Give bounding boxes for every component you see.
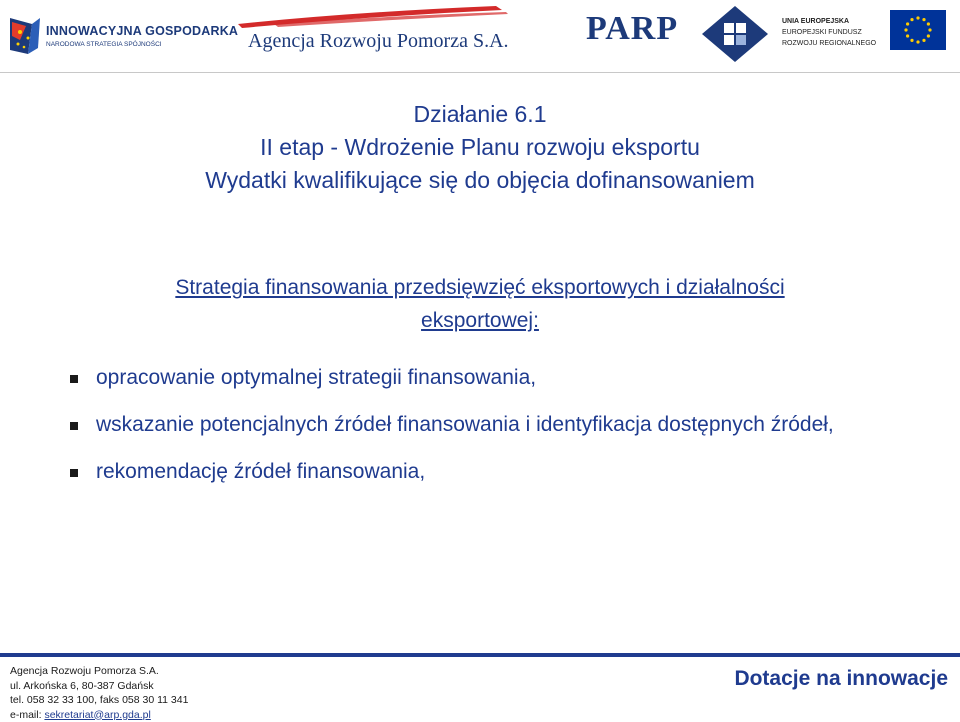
strategy-line-1: Strategia finansowania przedsięwzięć eksportowych i działalności [0, 271, 960, 304]
eu-star [922, 18, 925, 21]
footer-phone: tel. 058 32 33 100, faks 058 30 11 341 [10, 693, 188, 708]
parp-name: PARP [586, 10, 678, 48]
arp-name: Agencja Rozwoju Pomorza S.A. [248, 30, 509, 53]
header [0, 0, 960, 72]
title-line-2: II etap - Wdrożenie Planu rozwoju eksportu [0, 131, 960, 164]
arp-swoosh [234, 4, 534, 30]
eu-line1: UNIA EUROPEJSKA [782, 16, 876, 27]
eu-star [910, 39, 913, 42]
eu-star [922, 39, 925, 42]
eu-star [916, 16, 919, 19]
footer-divider [0, 653, 960, 657]
eu-flag-icon [890, 10, 946, 50]
bullet-item: wskazanie potencjalnych źródeł finansowania i identyfikacja dostępnych źródeł, [62, 410, 942, 439]
eu-star [906, 34, 909, 37]
strategy-heading [0, 271, 960, 337]
bullet-item: opracowanie optymalnej strategii finansowania, [62, 363, 942, 392]
bullet-list [62, 363, 942, 504]
parp-logo [584, 2, 774, 64]
eu-logo [782, 10, 952, 54]
eu-star [916, 40, 919, 43]
footer-email-label: e-mail: [10, 709, 44, 721]
eu-line2: EUROPEJSKI FUNDUSZ [782, 27, 876, 38]
footer-contact [10, 664, 188, 722]
strategy-line-2: eksportowej: [0, 304, 960, 337]
parp-diamond-icon [700, 4, 770, 64]
innowacyjna-gospodarka-name: INNOWACYJNA GOSPODARKA [46, 24, 238, 38]
footer-slogan: Dotacje na innowacje [734, 667, 948, 691]
header-divider [0, 72, 960, 73]
title-line-3: Wydatki kwalifikujące się do objęcia dofinansowaniem [0, 164, 960, 197]
footer-email-link[interactable]: sekretariat@arp.gda.pl [44, 709, 150, 721]
title-line-1: Działanie 6.1 [0, 98, 960, 131]
eu-star [927, 22, 930, 25]
innowacyjna-gospodarka-emblem [8, 14, 42, 56]
eu-star [904, 28, 907, 31]
eu-star [927, 34, 930, 37]
footer-org: Agencja Rozwoju Pomorza S.A. [10, 664, 188, 679]
footer-email-line [10, 708, 188, 722]
eu-line3: ROZWOJU REGIONALNEGO [782, 38, 876, 49]
eu-star [906, 22, 909, 25]
arp-logo [234, 4, 534, 64]
slide-title [0, 98, 960, 197]
eu-text [782, 16, 876, 49]
footer-address: ul. Arkońska 6, 80-387 Gdańsk [10, 679, 188, 694]
bullet-item: rekomendację źródeł finansowania, [62, 457, 942, 486]
innowacyjna-gospodarka-subtitle: NARODOWA STRATEGIA SPÓJNOŚCI [46, 41, 162, 48]
eu-star [910, 18, 913, 21]
innowacyjna-gospodarka-logo [8, 14, 230, 56]
eu-star [928, 28, 931, 31]
